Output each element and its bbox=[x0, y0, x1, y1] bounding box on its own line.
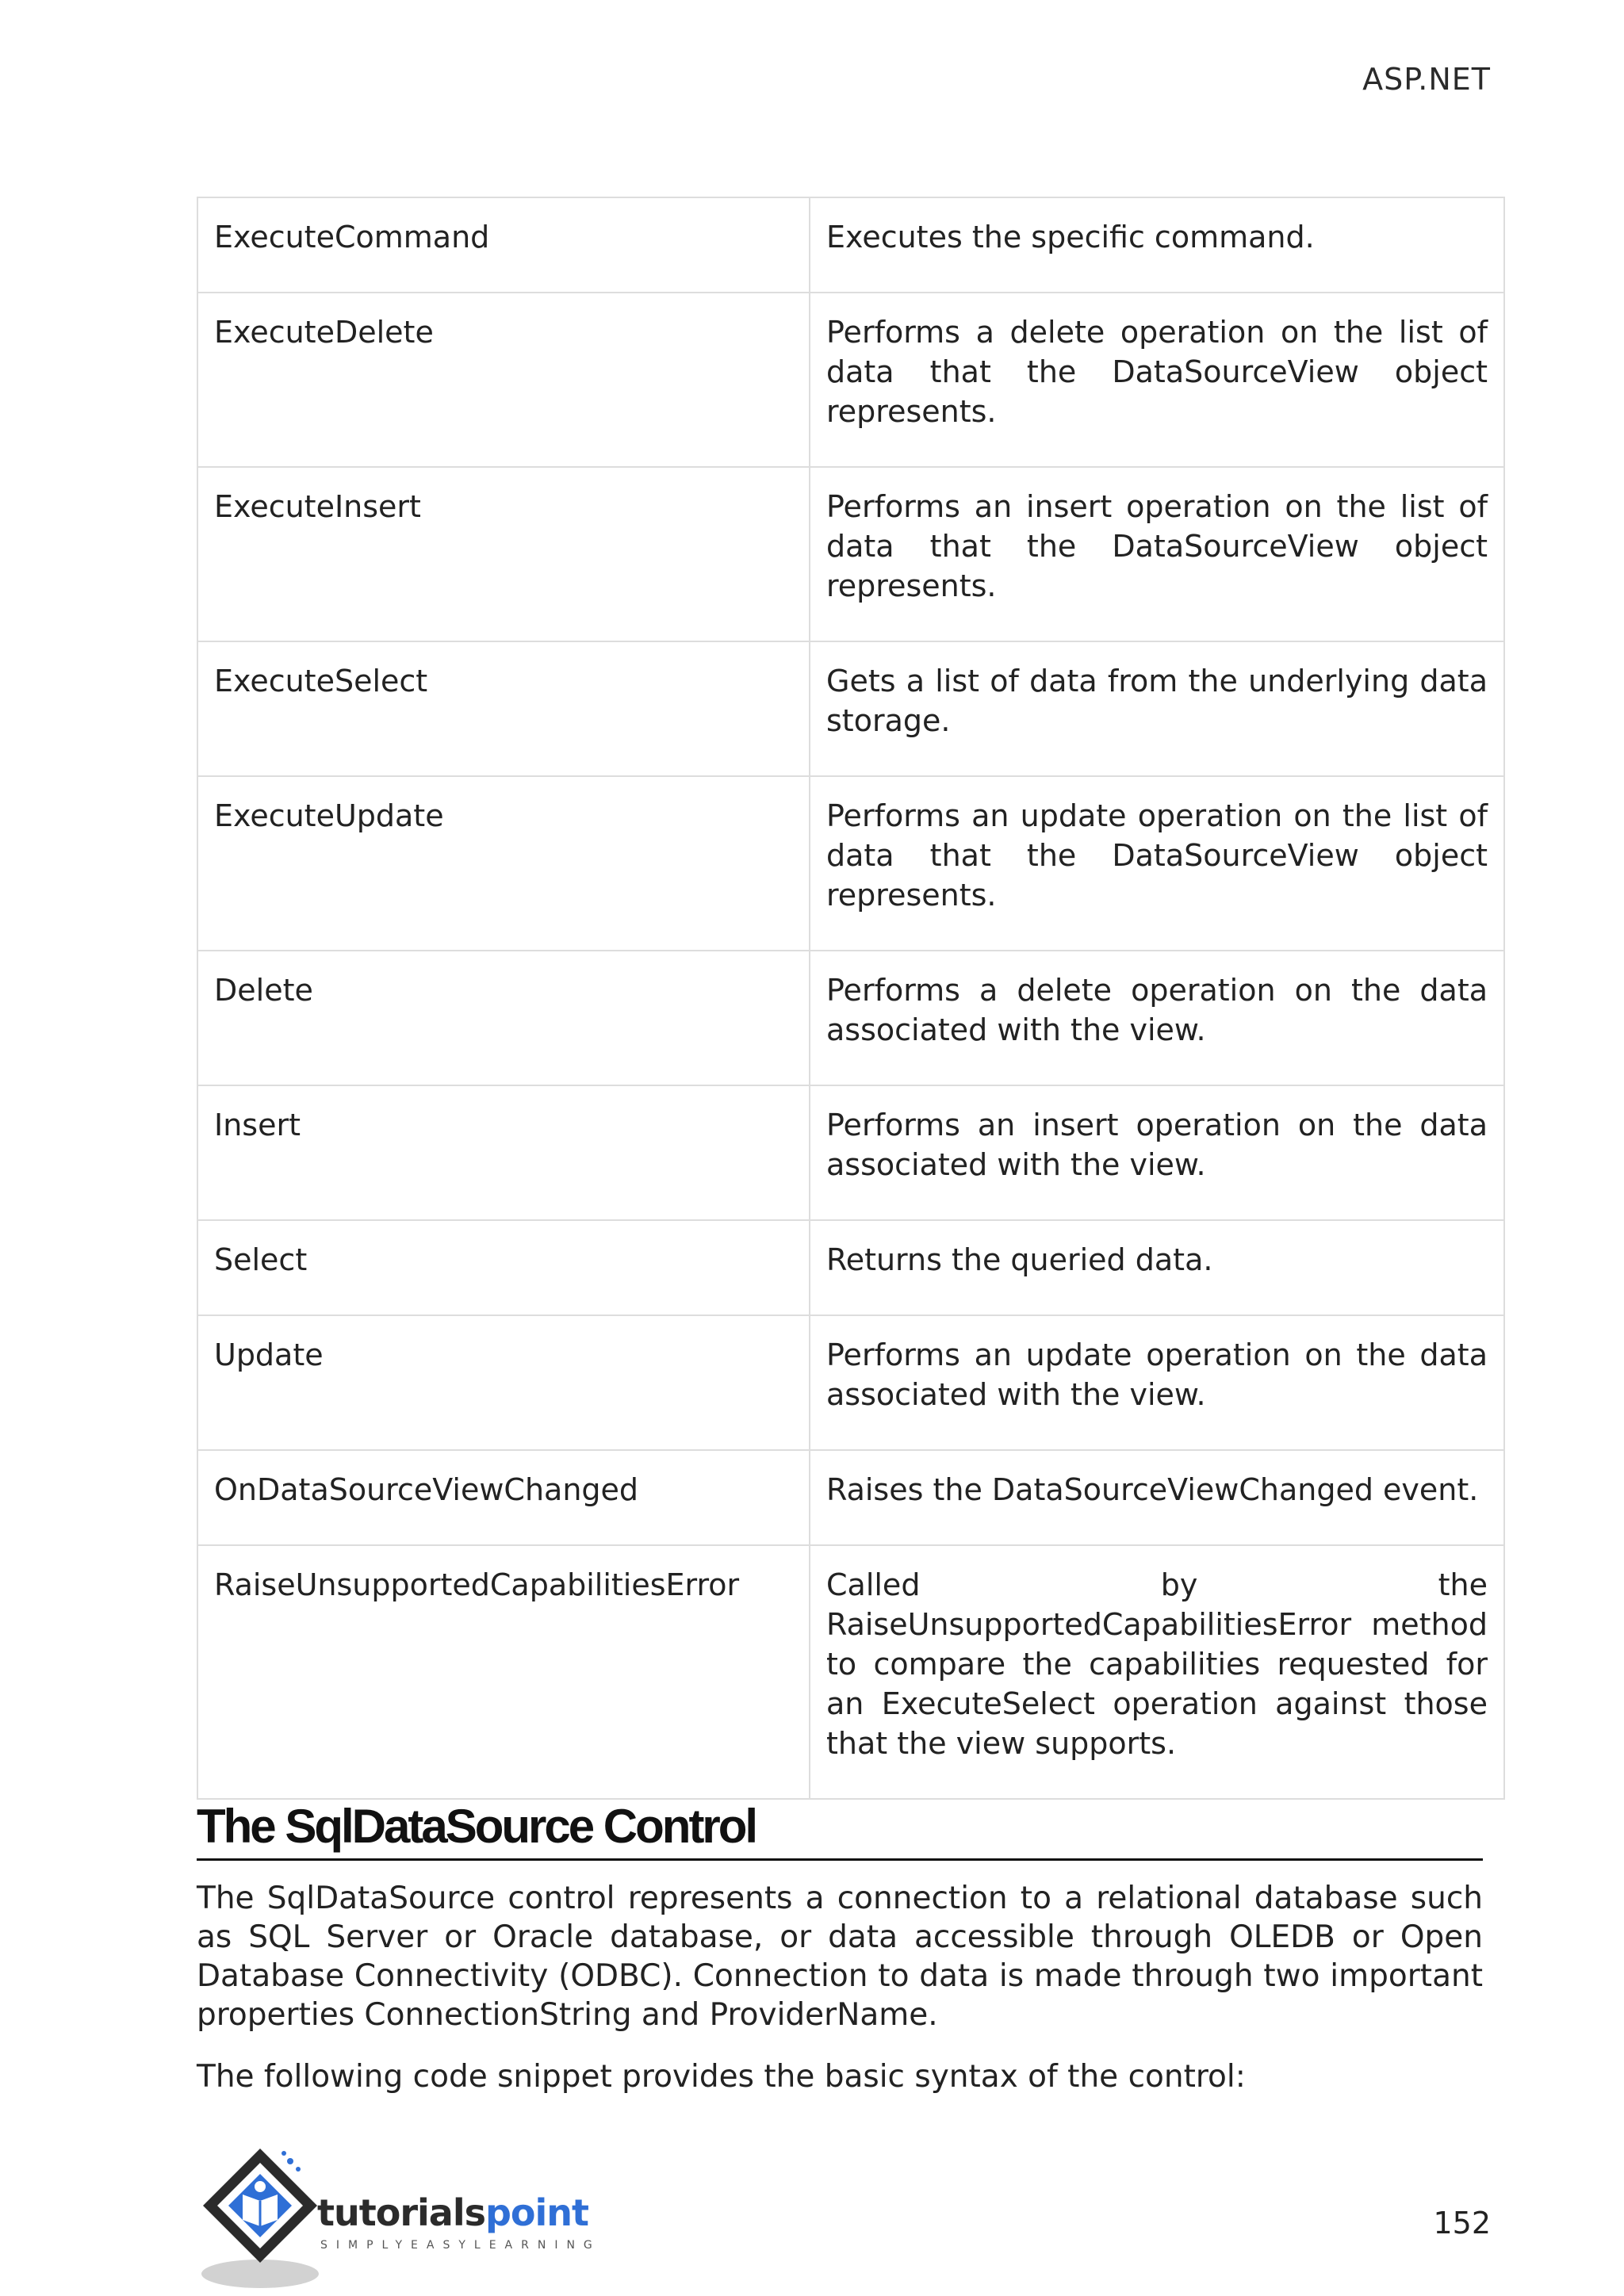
table-row bbox=[197, 776, 1504, 951]
method-description: Performs an update operation on the list of data that the DataSourceView object represents. bbox=[810, 776, 1504, 951]
table-row bbox=[197, 467, 1504, 641]
table-row bbox=[197, 1220, 1504, 1315]
table-row bbox=[197, 641, 1504, 776]
method-description: Gets a list of data from the underlying data storage. bbox=[810, 641, 1504, 776]
methods-table bbox=[197, 197, 1505, 1800]
running-header: ASP.NET bbox=[1362, 62, 1491, 97]
method-description: Performs a delete operation on the list of data that the DataSourceView object represents. bbox=[810, 293, 1504, 467]
method-name: Insert bbox=[197, 1085, 810, 1220]
method-name: ExecuteCommand bbox=[197, 197, 810, 293]
snippet-intro-paragraph: The following code snippet provides the basic syntax of the control: bbox=[197, 2059, 1246, 2095]
table-row bbox=[197, 1545, 1504, 1799]
method-name: ExecuteDelete bbox=[197, 293, 810, 467]
method-name: ExecuteSelect bbox=[197, 641, 810, 776]
logo-word-tutorials: tutorials bbox=[317, 2191, 485, 2234]
method-description: Performs a delete operation on the data associated with the view. bbox=[810, 951, 1504, 1085]
method-description: Performs an insert operation on the list of data that the DataSourceView object represents. bbox=[810, 467, 1504, 641]
table-row bbox=[197, 951, 1504, 1085]
method-name: ExecuteUpdate bbox=[197, 776, 810, 951]
table-row bbox=[197, 293, 1504, 467]
table-row bbox=[197, 197, 1504, 293]
method-name: ExecuteInsert bbox=[197, 467, 810, 641]
method-description: Executes the specific command. bbox=[810, 197, 1504, 293]
logo-wordmark bbox=[317, 2193, 588, 2233]
table-row bbox=[197, 1450, 1504, 1545]
tutorialspoint-logo bbox=[197, 2142, 625, 2293]
intro-paragraph: The SqlDataSource control represents a connection to a relational database such as SQL Server or Oracle database, or data accessible through OLEDB or Open Database Connectivity (ODBC). Connection to data is made through two important properties ConnectionString and ProviderName. bbox=[197, 1881, 1483, 2033]
table-row bbox=[197, 1315, 1504, 1450]
method-name: Select bbox=[197, 1220, 810, 1315]
method-description: Performs an update operation on the data associated with the view. bbox=[810, 1315, 1504, 1450]
method-name: RaiseUnsupportedCapabilitiesError bbox=[197, 1545, 810, 1799]
method-name: OnDataSourceViewChanged bbox=[197, 1450, 810, 1545]
method-description: Called by the RaiseUnsupportedCapabilitiesError method to compare the capabilities requested for an ExecuteSelect operation against those that the view supports. bbox=[810, 1545, 1504, 1799]
tutorialspoint-logo-icon bbox=[197, 2142, 324, 2293]
page-number: 152 bbox=[1433, 2206, 1491, 2241]
section-heading: The SqlDataSource Control bbox=[197, 1800, 1483, 1861]
method-description: Returns the queried data. bbox=[810, 1220, 1504, 1315]
logo-word-point: point bbox=[485, 2191, 589, 2234]
method-name: Delete bbox=[197, 951, 810, 1085]
method-name: Update bbox=[197, 1315, 810, 1450]
table-row bbox=[197, 1085, 1504, 1220]
method-description: Performs an insert operation on the data associated with the view. bbox=[810, 1085, 1504, 1220]
logo-tagline: SIMPLYEASYLEARNING bbox=[320, 2239, 601, 2252]
method-description: Raises the DataSourceViewChanged event. bbox=[810, 1450, 1504, 1545]
